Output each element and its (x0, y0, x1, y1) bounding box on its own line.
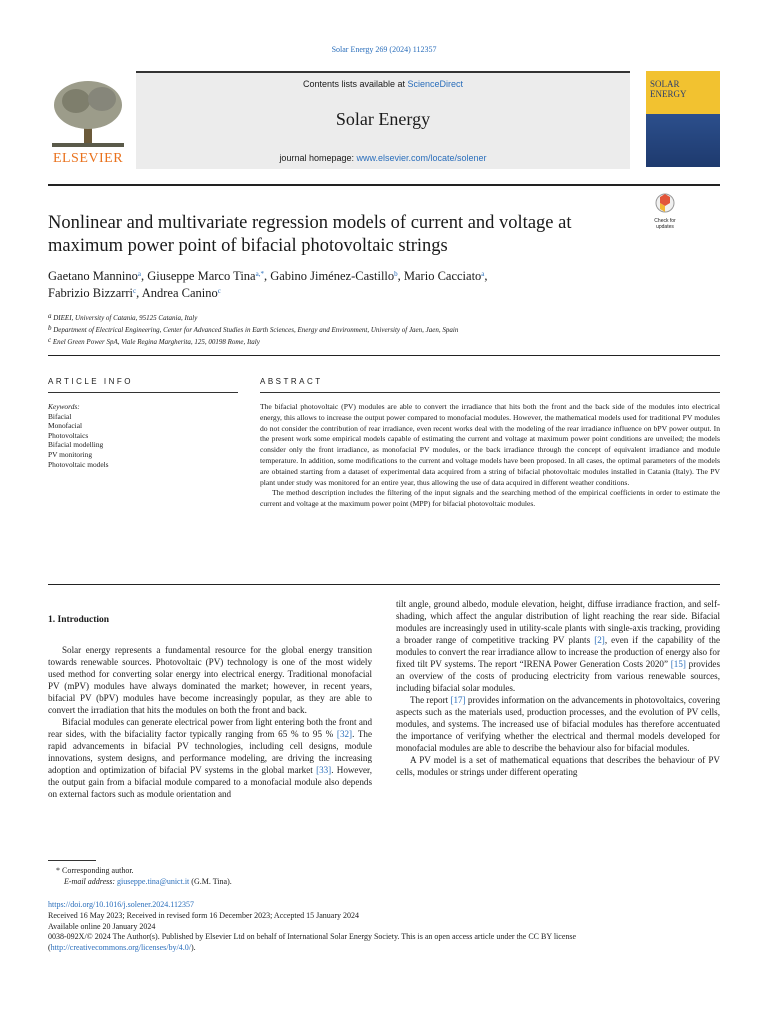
cover-title-line-1: SOLAR (650, 79, 680, 89)
sciencedirect-link[interactable]: ScienceDirect (407, 79, 464, 89)
homepage-prefix: journal homepage: (279, 153, 357, 163)
keywords-label: Keywords: (48, 402, 80, 411)
email-link[interactable]: giuseppe.tina@unict.it (117, 876, 190, 886)
affiliation: $^b$ Department of Electrical Engineering, Center for Advanced Studies in Earth Sciences, Energy and Environment, University of Jaen, Jaen, Spain (48, 324, 459, 334)
corresponding-author-note: * Corresponding author. (56, 866, 134, 875)
journal-banner (136, 71, 630, 169)
check-updates-icon (650, 193, 680, 213)
keyword: PV monitoring (48, 449, 93, 459)
badge-text-2: updates (656, 224, 674, 230)
journal-title: Solar Energy (335, 109, 431, 129)
journal-homepage (136, 153, 630, 163)
body-paragraph: tilt angle, ground albedo, module elevation, height, diffuse irradiance fraction, and self-shading, which affect the angular distribution of light reaching the rear side. Bifacial modules are increasingly used in utility-scale plants with single-axis tracking, providing a broader range of competitive tracking PV plants [2], even if the capability of the modules to convert the rear irradiance allow to increase the production of energy also for fixed tilt PV systems. The report “IRENA Power Generation Costs 2020” [15] provides an overview of the costs of producing electricity from various renewable sources, including bifacial solar modules. (396, 599, 720, 693)
citation-link[interactable]: [17] (450, 695, 466, 705)
title-line-2: maximum power point of bifacial photovoltaic strings (48, 236, 448, 256)
keyword: Photovoltaics (48, 430, 89, 440)
email-note: E-mail address: giuseppe.tina@unict.it (G.M. Tina). (64, 876, 232, 886)
footnote-divider (48, 860, 96, 861)
body-paragraph: Solar energy represents a fundamental resource for the global energy transition towards renewable sources. Photovoltaic (PV) technology is one of the most widely used method for converting solar energy into electrical energy. Traditional monofacial PV (mPV) modules have always dominated the market; however, in recent years, bifacial PV (bPV) modules have become increasingly popular, as they are able to convert the irradiation that hits the modules on both the front and back. (48, 645, 372, 715)
online-date: Available online 20 January 2024 (48, 921, 156, 931)
section-heading: 1. Introduction (48, 615, 110, 625)
homepage-link[interactable]: www.elsevier.com/locate/solener (356, 153, 487, 163)
license-link[interactable]: http://creativecommons.org/licenses/by/4.0/ (50, 943, 191, 953)
footnotes (48, 866, 720, 888)
author-list: Gaetano Mannino$^a$, Giuseppe Marco Tina$^{a,*}$, Gabino Jiménez-Castillo$^b$, Mario Cacciato$^a$, Fabrizio Bizzarri$^c$, Andrea Canino$^c$ (48, 269, 488, 300)
doi-link[interactable]: https://doi.org/10.1016/j.solener.2024.112357 (48, 900, 194, 909)
cover-title-line-2: ENERGY (650, 89, 687, 99)
masthead (48, 71, 720, 167)
body-paragraph: Bifacial modules can generate electrical power from light entering both the front and rear sides, with the bifaciality factor typically ranging from 65 % to 95 % [32]. The rapid advancements in bifacial PV technologies, including cell designs, module innovations, system designs, and performance modeling, are driving the increasing adoption and optimization of bifacial PV systems in the global market [33]. However, the output gain from a bifacial module compared to a monofacial module also depends on external factors such as module orientation and (48, 717, 372, 799)
affiliation: $^a$ DIEEI, University of Catania, 95125 Catania, Italy (48, 312, 198, 322)
abstract-text (260, 402, 720, 510)
article-info-heading: ARTICLE INFO (48, 377, 133, 386)
body-paragraph: A PV model is a set of mathematical equations that describes the behaviour of PV cells, modules or strings under different operating (396, 755, 720, 777)
author[interactable]: Mario Cacciato$^a$ (403, 269, 485, 283)
journal-reference[interactable]: Solar Energy 269 (2024) 112357 (331, 45, 437, 54)
divider (48, 392, 238, 393)
affiliation: $^c$ Enel Green Power SpA, Viale Regina Margherita, 125, 00198 Rome, Italy (48, 336, 260, 346)
author[interactable]: Giuseppe Marco Tina$^{a,*}$ (147, 269, 264, 283)
journal-cover-image (646, 71, 720, 167)
article-title (48, 212, 648, 258)
body-column-left (48, 614, 372, 800)
publisher-name: ELSEVIER (52, 151, 124, 166)
divider (48, 584, 720, 585)
citation-link[interactable]: [32] (336, 729, 353, 739)
citation-link[interactable]: [2] (594, 635, 605, 645)
badge-text-1: Check for (654, 218, 676, 224)
body-column-right (396, 598, 720, 778)
contents-prefix: Contents lists available at (302, 79, 408, 89)
author[interactable]: Andrea Canino$^c$ (141, 286, 221, 300)
abstract-paragraph: The bifacial photovoltaic (PV) modules are able to convert the irradiance that hits both the front and the back side of the modules into electrical energy, this allows to increase the output power compared to monofacial modules. However, the mathematical models used for traditional PV modules do not consider the contribution of rear irradiance, even recent works deal with the modeling of the rear irradiance influence on bPV power output. In the present work some empirical models capable of estimating the current and voltage at maximum power point conditions are unveiled; the models consider only the front irradiance, as monofacial PV modules, or the back irradiance through the concept of equivalent irradiance and module temperature. In addition, some modifications to the current and voltage models have been proposed. In all cases, the optimal parameters of the models are obtained starting from a dataset of experimental data acquired from a string of bifacial photovoltaic modules installed in Catania (Italy). The PV plant under study was monitored for an entire year, thus allowing the use of data acquired in different weather conditions. (260, 402, 720, 487)
license-line: (http://creativecommons.org/licenses/by/4.0/). (48, 943, 196, 953)
author[interactable]: Fabrizio Bizzarri$^c$ (48, 286, 137, 300)
body-paragraph: The report [17] provides information on the advancements in photovoltaics, covering aspects such as the materials used, production processes, and the evolution of PV cells, modules, and systems. The increased use of bifacial modules has therefore accentuated the importance of verifying whether the electrical and thermal models developed for monofacial modules are able to describe the behaviour also for bifacial modules. (396, 695, 721, 753)
citation-link[interactable]: [15] (670, 659, 686, 669)
author[interactable]: Gabino Jiménez-Castillo$^b$ (270, 269, 398, 283)
copyright-notice: 0038-092X/© 2024 The Author(s). Published by Elsevier Ltd on behalf of International Solar Energy Society. This is an open access article under the CC BY license (48, 932, 577, 942)
received-dates: Received 16 May 2023; Received in revised form 16 December 2023; Accepted 15 January 2024 (48, 910, 360, 920)
divider (260, 392, 720, 393)
publication-info (48, 900, 720, 954)
keyword: Bifacial modelling (48, 440, 104, 450)
divider (48, 184, 720, 186)
divider (48, 355, 720, 356)
check-for-updates-badge[interactable] (650, 193, 680, 229)
abstract-paragraph: The method description includes the filtering of the input signals and the searching method of the empirical coefficients in order to estimate the current and voltage at the maximum power point (MPP) for bifacial photovoltaic modules. (260, 488, 720, 509)
contents-line (136, 79, 630, 89)
author[interactable]: Gaetano Mannino$^a$ (48, 269, 142, 283)
keyword: Bifacial (48, 411, 72, 421)
abstract-heading: ABSTRACT (260, 377, 323, 386)
keyword: Photovoltaic models (48, 459, 109, 469)
citation-link[interactable]: [33] (316, 765, 332, 775)
title-line-1: Nonlinear and multivariate regression models of current and voltage at (48, 213, 572, 233)
affiliations (48, 312, 720, 348)
keyword: Monofacial (48, 421, 83, 431)
keywords-block (48, 402, 238, 469)
cover-title (650, 79, 687, 99)
